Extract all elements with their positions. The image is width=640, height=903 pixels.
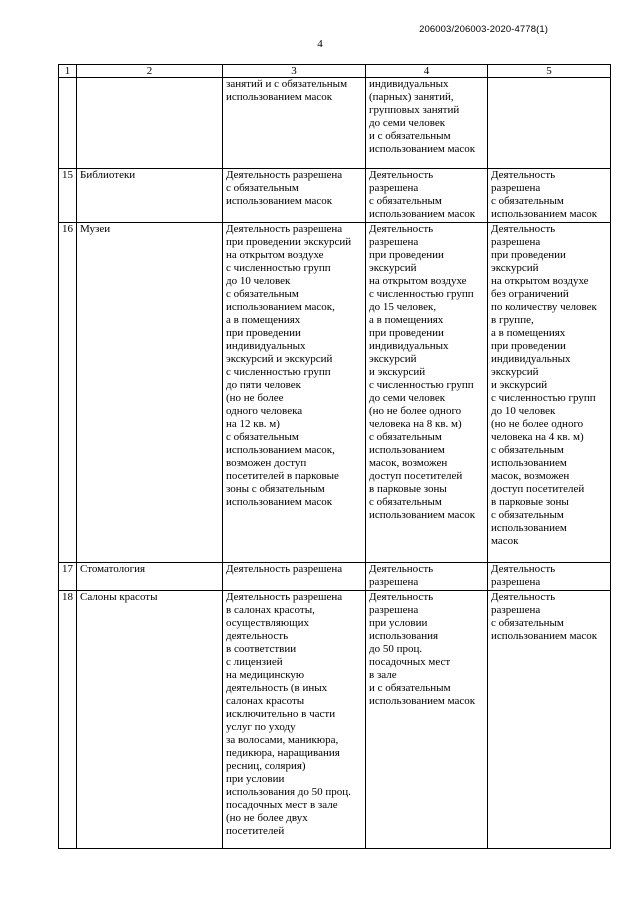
column-header-1: 1 xyxy=(59,65,77,78)
table-row-beauty-salons xyxy=(59,591,611,849)
row-col3-text: Деятельность разрешена при проведении экскурсий на открытом воздухе с численностью групп до 10 человек с обязательным использованием масок, а в помещениях при проведении индивидуальных экскурсий и экскурсий с численностью групп до пяти человек (но не более одного человека на 12 кв. м) с обязательным использованием масок, возможен доступ посетителей в парковые зоны с обязательным использованием масок xyxy=(223,223,366,563)
page-number: 4 xyxy=(317,38,323,50)
table-row-dentistry xyxy=(59,563,611,591)
row-col3-text: занятий и с обязательным использованием масок xyxy=(223,78,366,169)
row-activity-name xyxy=(77,78,223,169)
row-col3-text: Деятельность разрешена xyxy=(223,563,366,591)
row-col4-text: Деятельность разрешена xyxy=(366,563,488,591)
column-header-3: 3 xyxy=(223,65,366,78)
column-header-2: 2 xyxy=(77,65,223,78)
row-activity-name: Салоны красоты xyxy=(77,591,223,849)
column-header-5: 5 xyxy=(488,65,611,78)
table-row-continued xyxy=(59,78,611,169)
row-col4-text: Деятельность разрешена при условии использования до 50 проц. посадочных мест в зале и с обязательным использованием масок xyxy=(366,591,488,849)
row-col5-text: Деятельность разрешена с обязательным использованием масок xyxy=(488,169,611,223)
row-col3-text: Деятельность разрешена в салонах красоты, осуществляющих деятельность в соответствии с лицензией на медицинскую деятельность (в иных салонах красоты исключительно в части услуг по уходу за волосами, маникюра, педикюра, наращивания ресниц, солярия) при условии использования до 50 проц. посадочных мест в зале (но не более двух посетителей xyxy=(223,591,366,849)
column-header-4: 4 xyxy=(366,65,488,78)
row-col4-text: Деятельность разрешена с обязательным использованием масок xyxy=(366,169,488,223)
row-number: 16 xyxy=(59,223,77,563)
row-number: 17 xyxy=(59,563,77,591)
table-header-row xyxy=(59,65,611,78)
table-row-museums xyxy=(59,223,611,563)
row-col4-text: Деятельность разрешена при проведении экскурсий на открытом воздухе с численностью групп до 15 человек, а в помещениях при проведении индивидуальных экскурсий и экскурсий с численностью групп до семи человек (но не более одного человека на 8 кв. м) с обязательным использованием масок, возможен доступ посетителей в парковые зоны с обязательным использованием масок xyxy=(366,223,488,563)
row-col4-text: индивидуальных (парных) занятий, групповых занятий до семи человек и с обязательным использованием масок xyxy=(366,78,488,169)
row-col3-text: Деятельность разрешена с обязательным использованием масок xyxy=(223,169,366,223)
regulation-table xyxy=(58,64,611,849)
row-number: 15 xyxy=(59,169,77,223)
row-activity-name: Стоматология xyxy=(77,563,223,591)
row-col5-text: Деятельность разрешена с обязательным использованием масок xyxy=(488,591,611,849)
table-row-libraries xyxy=(59,169,611,223)
row-col5-text: Деятельность разрешена xyxy=(488,563,611,591)
row-activity-name: Библиотеки xyxy=(77,169,223,223)
row-col5-text: Деятельность разрешена при проведении экскурсий на открытом воздухе без ограничений по количеству человек в группе, а в помещениях при проведении индивидуальных экскурсий и экскурсий с численностью групп до 10 человек (но не более одного человека на 4 кв. м) с обязательным использованием масок, возможен доступ посетителей в парковые зоны с обязательным использованием масок xyxy=(488,223,611,563)
row-col5-text xyxy=(488,78,611,169)
row-number: 18 xyxy=(59,591,77,849)
row-activity-name: Музеи xyxy=(77,223,223,563)
document-id: 206003/206003-2020-4778(1) xyxy=(419,24,548,35)
row-number xyxy=(59,78,77,169)
